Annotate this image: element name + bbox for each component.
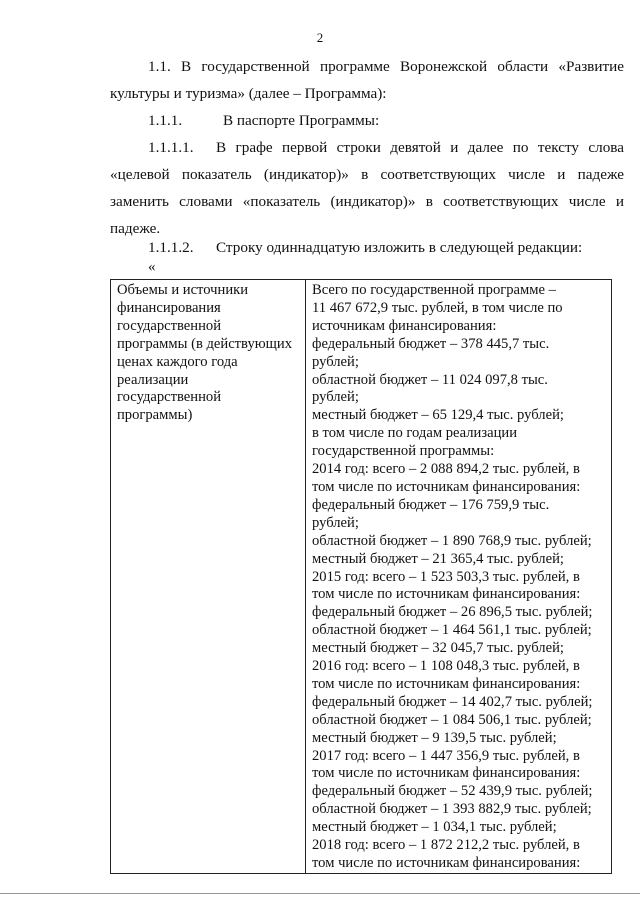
clause-number: 1.1.1. <box>148 112 183 129</box>
paragraph-1-1-1-2 <box>148 234 624 262</box>
funding-line: федеральный бюджет – 176 759,9 тыс. <box>312 496 550 513</box>
clause-text: Строку одиннадцатую изложить в следующей редакции: <box>216 239 583 256</box>
funding-line: 2014 год: всего – 2 088 894,2 тыс. рублей, в <box>312 461 580 478</box>
table-row <box>111 280 612 874</box>
funding-line: том числе по источникам финансирования: <box>312 765 581 782</box>
paragraph-1-line-2: культуры и туризма» (далее – Программа): <box>110 85 387 102</box>
funding-line: областной бюджет – 11 024 097,8 тыс. <box>312 371 548 388</box>
paragraph-1-1-1-1-line-2: «целевой показатель (индикатор)» в соответствующих числе и падеже <box>110 166 624 183</box>
funding-line: 2016 год: всего – 1 108 048,3 тыс. рублей, в <box>312 658 580 675</box>
funding-line: областной бюджет – 1 084 506,1 тыс. рублей; <box>312 711 592 728</box>
funding-line: федеральный бюджет – 378 445,7 тыс. <box>312 335 550 352</box>
funding-line: областной бюджет – 1 393 882,9 тыс. рублей; <box>312 801 592 818</box>
funding-line: источникам финансирования: <box>312 317 497 334</box>
label-line: программы) <box>117 407 193 424</box>
funding-line: Всего по государственной программе – <box>312 282 556 298</box>
paragraph-1-1-1-1-line-4: падеже. <box>110 220 161 237</box>
funding-line: рублей; <box>312 389 359 406</box>
funding-line: местный бюджет – 9 139,5 тыс. рублей; <box>312 729 557 746</box>
row-label-cell <box>111 280 306 874</box>
clause-number: 1.1.1.1. <box>148 139 194 156</box>
page-number: 2 <box>316 30 324 45</box>
funding-line: федеральный бюджет – 52 439,9 тыс. рублей; <box>312 783 593 800</box>
paragraph-1-1-1-1-line-1 <box>148 134 624 162</box>
label-line: государственной <box>117 389 222 406</box>
clause-text: В графе первой строки девятой и далее по тексту слова <box>216 139 624 156</box>
funding-line: рублей; <box>312 353 359 370</box>
footer-rule <box>0 893 640 894</box>
funding-line: том числе по источникам финансирования: <box>312 675 581 692</box>
clause-text: В паспорте Программы: <box>223 112 380 129</box>
paragraph-1-1-1-1-line-3: заменить словами «показатель (индикатор)» в соответствующих числе и <box>110 193 624 210</box>
funding-line: местный бюджет – 21 365,4 тыс. рублей; <box>312 550 564 567</box>
funding-line: 2017 год: всего – 1 447 356,9 тыс. рублей, в <box>312 747 580 764</box>
paragraph-1-1-1 <box>148 107 624 135</box>
label-line: Объемы и источники <box>117 282 249 298</box>
label-line: программы (в действующих <box>117 335 292 352</box>
label-line: ценах каждого года <box>117 353 238 370</box>
label-line: реализации <box>117 371 189 388</box>
passport-table <box>110 279 612 874</box>
funding-line: 11 467 672,9 тыс. рублей, в том числе по <box>312 299 563 316</box>
row-value-cell <box>306 280 612 874</box>
funding-line: местный бюджет – 65 129,4 тыс. рублей; <box>312 407 564 424</box>
label-line: финансирования <box>117 299 221 316</box>
funding-line: местный бюджет – 32 045,7 тыс. рублей; <box>312 640 564 657</box>
funding-line: том числе по источникам финансирования: <box>312 478 581 495</box>
funding-line: федеральный бюджет – 26 896,5 тыс. рублей; <box>312 604 593 621</box>
funding-line: федеральный бюджет – 14 402,7 тыс. рублей; <box>312 693 593 710</box>
funding-line: государственной программы: <box>312 443 495 460</box>
funding-line: рублей; <box>312 514 359 531</box>
funding-line: областной бюджет – 1 464 561,1 тыс. рублей; <box>312 622 592 639</box>
funding-line: том числе по источникам финансирования: <box>312 855 581 871</box>
funding-line: в том числе по годам реализации <box>312 425 518 442</box>
funding-line: том числе по источникам финансирования: <box>312 586 581 603</box>
funding-line: областной бюджет – 1 890 768,9 тыс. рублей; <box>312 532 592 549</box>
paragraph-1-line-1: 1.1. В государственной программе Воронежской области «Развитие <box>148 58 624 75</box>
funding-line: местный бюджет – 1 034,1 тыс. рублей; <box>312 819 557 836</box>
funding-line: 2018 год: всего – 1 872 212,2 тыс. рублей, в <box>312 837 580 854</box>
funding-line: 2015 год: всего – 1 523 503,3 тыс. рублей, в <box>312 568 580 585</box>
label-line: государственной <box>117 317 222 334</box>
opening-quote: « <box>148 259 156 275</box>
clause-number: 1.1.1.2. <box>148 239 194 256</box>
